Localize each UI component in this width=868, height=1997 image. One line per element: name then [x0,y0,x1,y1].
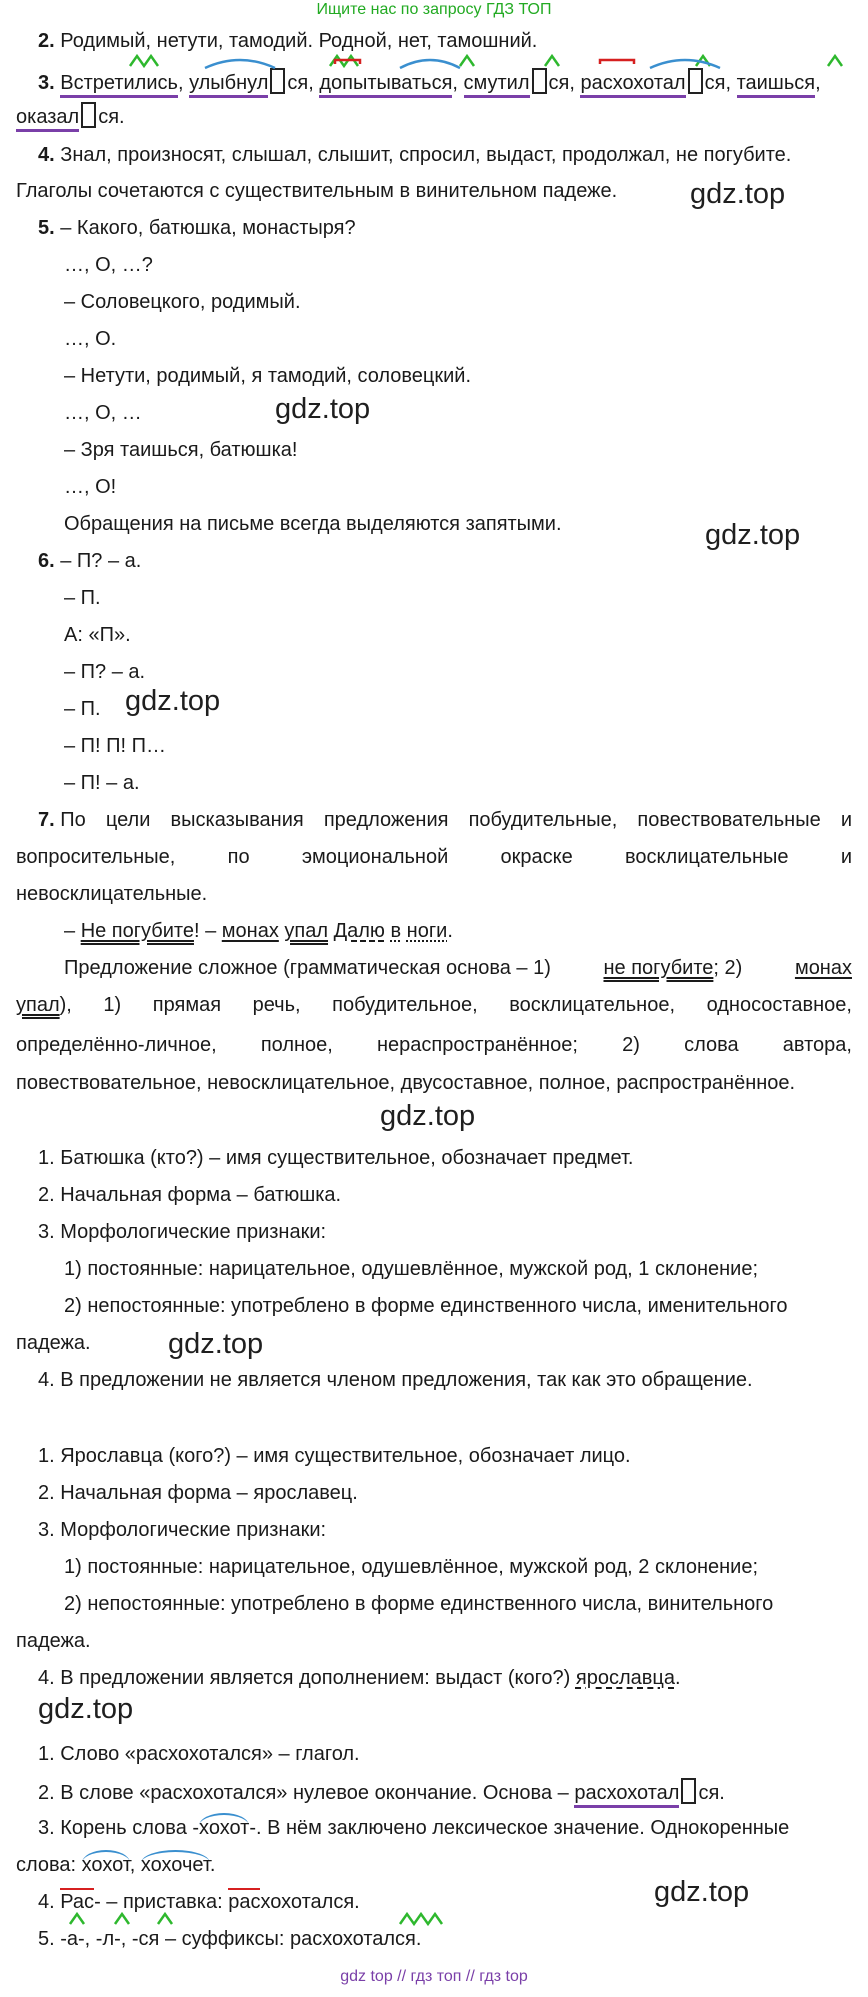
morph1-line: 2) непостоянные: употреблено в форме единственного числа, именительного [64,1295,788,1317]
word-postfix: ся [704,72,726,94]
morph1-line: 3. Морфологические признаки: [38,1221,327,1243]
task-number: 4. [38,144,55,166]
watermark: gdz.top [654,1876,750,1908]
morph1-line: 4. В предложении не является членом предложения, так как это обращение. [38,1369,753,1391]
morph2-line: 1) постоянные: нарицательное, одушевлённое, мужской род, 2 склонение; [64,1556,759,1578]
rule-text: Обращения на письме всегда выделяются запятыми. [64,513,562,535]
word: повествовательные [637,809,821,831]
related-word: хохот [82,1850,130,1876]
suffix-mark [400,1914,442,1924]
suffix-mark [158,1914,172,1924]
punct: , [129,1854,141,1876]
morph3-line [16,1852,215,1878]
word-postfix: ся [98,106,120,128]
punct: . [447,920,453,942]
footer-link[interactable]: гдз топ [410,1968,462,1985]
task-7-line-2 [16,844,852,870]
watermark: gdz.top [168,1328,264,1360]
word: слова [684,1034,739,1056]
watermark: gdz.top [275,393,371,425]
word: окраске [500,846,573,868]
analysis-text: ; 2) [713,957,743,979]
predicate: упал [284,920,329,942]
word-parse: таишься [737,72,816,98]
word: определённо-личное, [16,1034,217,1056]
watermark: gdz.top [125,685,221,717]
watermark: gdz.top [690,178,786,210]
word: цели [105,809,151,831]
ending-box [532,68,547,94]
word: и [840,809,852,831]
suffix-mark [545,56,559,66]
separator: , [452,72,464,94]
scheme-line: – П! – а. [64,772,140,794]
ending-box [81,102,96,128]
morph3-text: слова: [16,1854,82,1876]
analysis-text: Предложение сложное (грамматическая основа – 1) [64,957,551,979]
dialog-line: – Какого, батюшка, монастыря? [60,217,356,239]
morph2-text: 4. В предложении является дополнением: выдаст (кого?) [38,1667,576,1689]
word: односоставное, [706,994,852,1016]
subject: монах [221,920,279,942]
word: вопросительные, [16,846,176,868]
scheme-line: – П! П! П… [64,735,167,757]
prefix: Рас [60,1888,94,1913]
root-arc [205,60,275,68]
word: высказывания [170,809,304,831]
object-word: ярославца [575,1667,675,1689]
ending-box [681,1778,696,1804]
suffix-mark [70,1914,84,1924]
dialog-line: …, О! [64,476,117,498]
task-text: Родимый, нетути, тамодий. Родной, нет, тамошний. [60,30,538,52]
example-sentence [64,918,453,944]
task-7-line-1 [16,807,852,833]
separator: , [815,72,821,94]
word: побудительное, [332,994,478,1016]
word-postfix: ся [698,1782,720,1804]
word-parse: допытываться [319,72,452,98]
root-arc [650,60,720,68]
dialog-line: – Соловецкого, родимый. [64,291,301,313]
search-hint-link[interactable]: Ищите нас по запросу ГДЗ ТОП [316,1,552,18]
word-stem: расхохотал [574,1782,679,1808]
watermark: gdz.top [705,519,801,551]
morph2-line: 1. Ярославца (кого?) – имя существительное, обозначает лицо. [38,1445,631,1467]
separator: . [119,106,125,128]
root-arcs [205,60,720,68]
suffix-mark [330,56,358,66]
task-5-line-1 [38,215,356,241]
analysis-line-3 [16,1032,852,1058]
morph3-text: -. В нём заключено лексическое значение. Однокоренные [249,1817,790,1839]
circumstance-part: в [390,920,402,942]
task-3-line-1 [38,68,821,96]
scheme-line: – П. [64,698,101,720]
punct: . [674,1667,681,1689]
word: нераспространённое; [377,1034,578,1056]
punct: ! – [193,920,217,942]
prefix: рас [228,1888,260,1913]
word-postfix: ся [287,72,309,94]
task-4-line-2: Глаголы сочетаются с существительным в винительном падеже. [16,180,618,202]
analysis-line-4: повествовательное, невосклицательное, двусоставное, полное, распространённое. [16,1072,796,1094]
dash: – [64,920,76,942]
ending-box [270,68,285,94]
circumstance: ноги [406,920,448,942]
dialog-line: …, О, … [64,402,142,424]
word: восклицательные [625,846,789,868]
predicate: Не погубите [80,920,194,942]
root-arc [400,60,460,68]
task-number: 6. [38,550,55,572]
footer-separator: // [397,1968,407,1985]
morph2-line: 3. Морфологические признаки: [38,1519,327,1541]
morph2-line: 2. Начальная форма – ярославец. [38,1482,358,1504]
word: речь, [252,994,301,1016]
morph3-line [38,1778,725,1806]
task-6-line-1 [38,548,141,574]
scheme-line: – П? – а. [64,661,146,683]
morph3-line [38,1815,789,1841]
word-parse: оказал [16,106,79,132]
watermark: gdz.top [38,1693,134,1725]
separator: , [177,72,190,94]
footer-link[interactable]: gdz top [340,1968,393,1985]
subject: монах [794,957,852,979]
ending-box [688,68,703,94]
separator: , [308,72,320,94]
word: и [840,846,852,868]
task-number: 2. [38,30,55,52]
word: прямая [152,994,222,1016]
object: Далю [333,920,385,942]
suffix-mark [696,56,710,66]
task-7-line-3: невосклицательные. [16,883,208,905]
word: полное, [260,1034,333,1056]
task-number: 3. [38,72,55,94]
dialog-line: – Нетути, родимый, я тамодий, соловецкий. [64,365,472,387]
morph1-line: 1. Батюшка (кто?) – имя существительное, обозначает предмет. [38,1147,634,1169]
morph3-line: 5. -а-, -л-, -ся – суффиксы: расхохотался. [38,1928,422,1950]
footer-separator: // [465,1968,475,1985]
scheme-line: – П. [64,587,101,609]
analysis-line-1 [16,955,852,981]
task-number: 5. [38,217,55,239]
prefix-mark [335,60,360,64]
analysis-text: ), [59,994,72,1016]
separator: , [569,72,581,94]
root: хохот [199,1813,249,1839]
predicate: упал [16,994,60,1016]
task-2 [38,28,537,54]
related-word: хохочет [141,1850,210,1876]
word: 2) [622,1034,640,1056]
suffix-mark [130,56,158,66]
morph2-line: падежа. [16,1630,91,1652]
morph1-line: 2. Начальная форма – батюшка. [38,1184,342,1206]
word: эмоциональной [301,846,449,868]
morph3-line [38,1889,360,1915]
footer-link[interactable]: гдз top [479,1968,528,1985]
task-4-line-1 [38,142,791,168]
prefix-mark [600,60,634,64]
word: предложения [323,809,449,831]
word-parse: смутил [464,72,530,98]
suffix-marks [70,56,842,1924]
morph3-line: 1. Слово «расхохотался» – глагол. [38,1743,360,1765]
prefix-marks [335,60,634,64]
morph2-line [38,1665,681,1691]
footer-links [0,1968,868,1986]
morph1-line: 1) постоянные: нарицательное, одушевлённое, мужской род, 1 склонение; [64,1258,759,1280]
scheme-line: А: «П». [64,624,131,646]
word: побудительные, [468,809,618,831]
dialog-line: …, О, …? [64,254,153,276]
morph3-text: 3. Корень слова - [38,1817,200,1839]
word-parse: улыбнул [189,72,268,98]
morph1-line: падежа. [16,1332,91,1354]
word: автора, [782,1034,852,1056]
morph2-line: 2) непостоянные: употреблено в форме единственного числа, винительного [64,1593,774,1615]
suffix-mark [115,1914,129,1924]
punct: . [719,1782,725,1804]
morph3-text: - – приставка: [94,1891,229,1913]
scheme-line: – П? – а. [60,550,142,572]
word: восклицательное, [509,994,675,1016]
word: По [60,809,86,831]
word-parse: расхохотал [580,72,685,98]
morph3-text: 2. В слове «расхохотался» нулевое окончание. Основа – [38,1782,575,1804]
suffix-mark [460,56,474,66]
task-3-line-2 [16,102,125,130]
word: по [227,846,250,868]
punct: . [209,1854,216,1876]
word: 1) [103,994,122,1016]
task-text: Знал, произносят, слышал, слышит, спросил, выдаст, продолжал, не погубите. [60,144,792,166]
predicate: не погубите [603,957,714,979]
morph3-text: 4. [38,1891,61,1913]
dialog-line: – Зря таишься, батюшка! [64,439,298,461]
analysis-line-2 [16,992,852,1018]
morph3-text: хохотался. [260,1891,360,1913]
separator: , [725,72,737,94]
word-postfix: ся [548,72,570,94]
task-number: 7. [38,809,55,831]
word-parse: Встретились [60,72,178,98]
dialog-line: …, О. [64,328,117,350]
suffix-mark [828,56,842,66]
watermark: gdz.top [380,1100,476,1132]
